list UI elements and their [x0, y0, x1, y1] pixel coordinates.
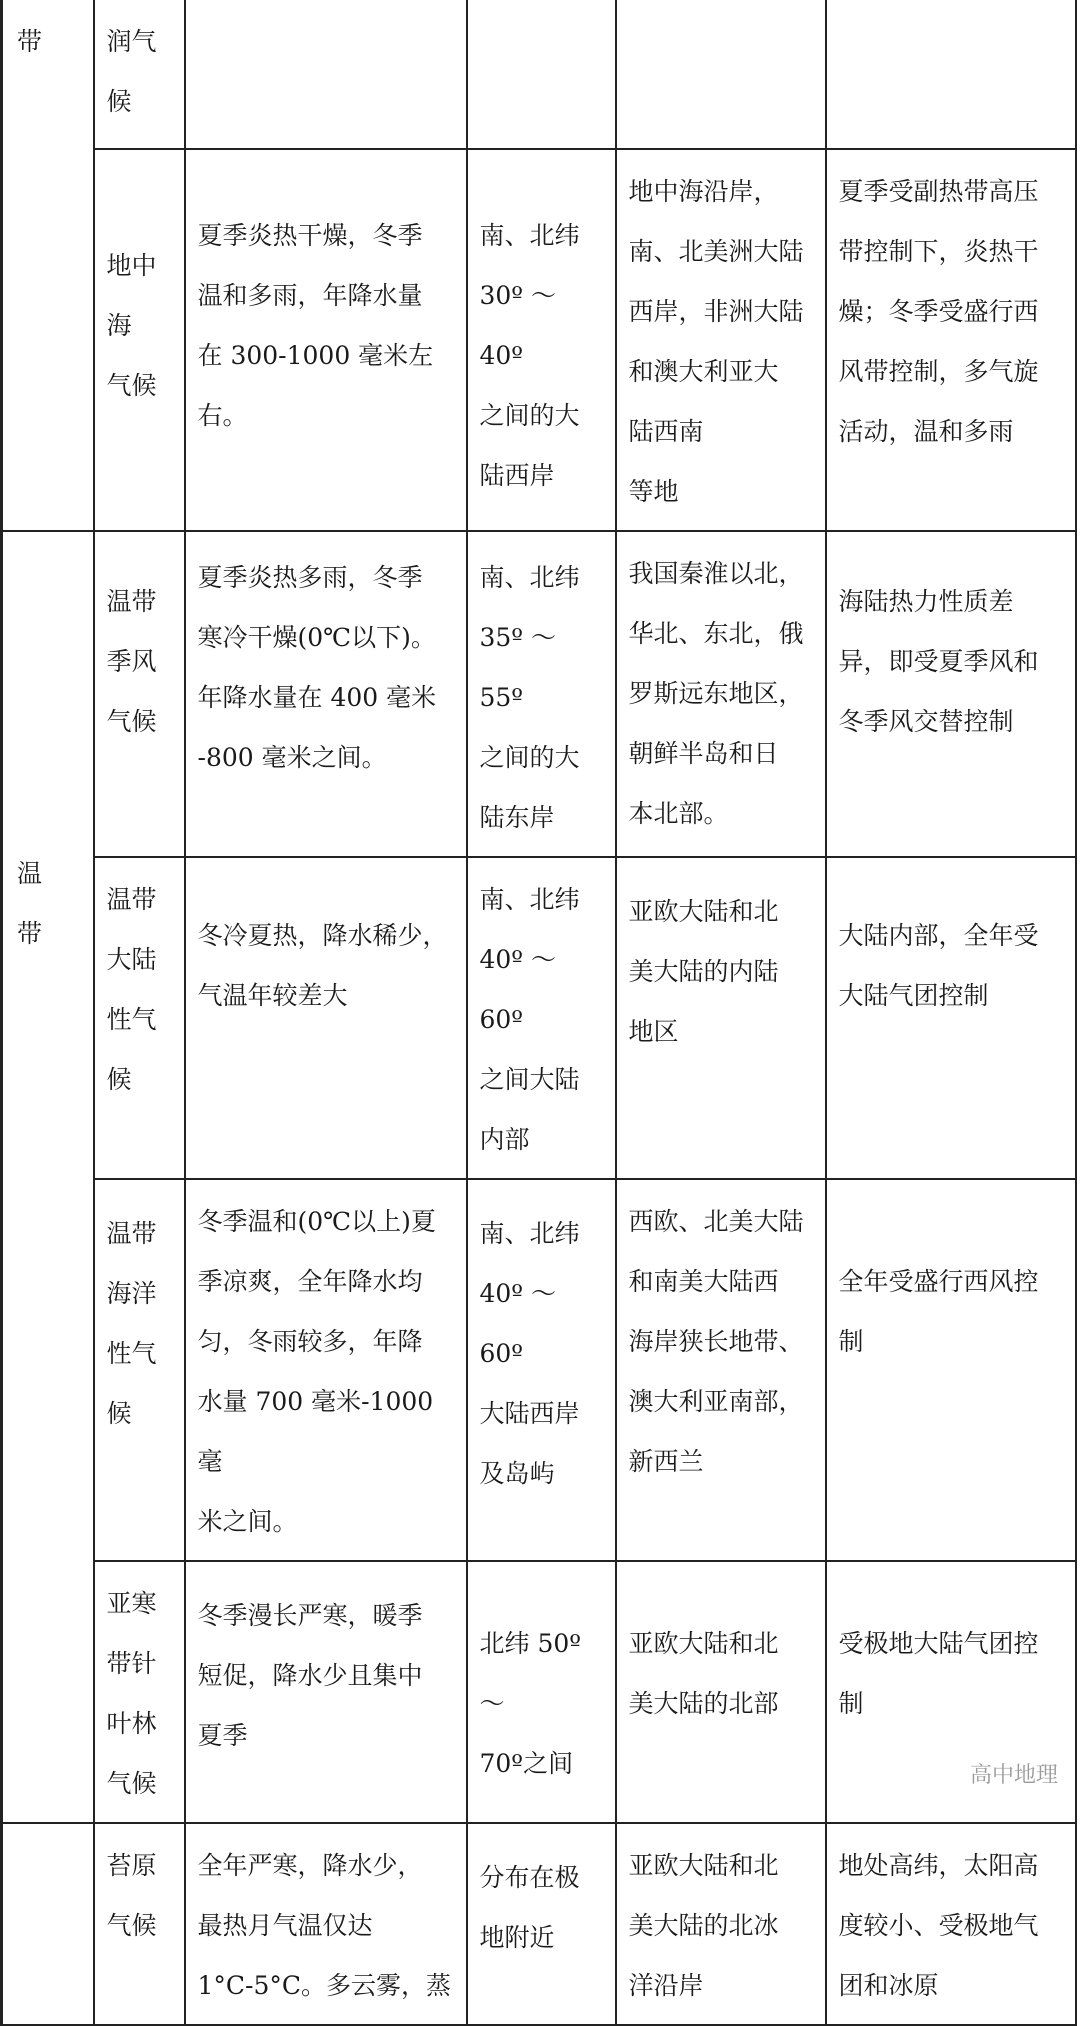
climate-name-cell: 润气 候: [94, 0, 185, 149]
distribution-cell: 分布在极 地附近: [467, 1823, 616, 2025]
climate-name-cell: 温带 季风 气候: [94, 531, 185, 857]
zone-cell-tropical: [2, 0, 94, 531]
distribution-cell: [467, 0, 616, 149]
causes-cell: 夏季受副热带高压 带控制下，炎热干 燥；冬季受盛行西 风带控制，多气旋 活动，温和多雨: [826, 149, 1076, 531]
climate-name-cell: 亚寒 带针 叶林 气候: [94, 1561, 185, 1823]
climate-name-cell: 温带 海洋 性气 候: [94, 1179, 185, 1561]
features-cell: 夏季炎热多雨，冬季 寒冷干燥(0℃以下)。 年降水量在 400 毫米 -800 毫米之间。: [185, 531, 467, 857]
distribution-cell: 南、北纬 40º ～ 60º 之间大陆 内部: [467, 857, 616, 1179]
distribution-cell: 北纬 50º～ 70º之间: [467, 1561, 616, 1823]
table-row: [2, 149, 1076, 531]
climate-name-cell: 地中 海 气候: [94, 149, 185, 531]
zone-cell-temperate: [2, 531, 94, 1823]
features-cell: 夏季炎热干燥，冬季 温和多雨，年降水量 在 300-1000 毫米左 右。: [185, 149, 467, 531]
zone-label: [3, 1824, 93, 1848]
table-row: [2, 1561, 1076, 1823]
causes-cell: 受极地大陆气团控 制: [826, 1561, 1076, 1823]
climate-name-cell: 温带 大陆 性气 候: [94, 857, 185, 1179]
table-row: [2, 531, 1076, 857]
regions-cell: 地中海沿岸， 南、北美洲大陆 西岸，非洲大陆 和澳大利亚大 陆西南 等地: [616, 149, 826, 531]
causes-cell: 全年受盛行西风控 制: [826, 1179, 1076, 1561]
table-row: [2, 0, 1076, 149]
table-row: [2, 857, 1076, 1179]
features-cell: 冬季漫长严寒，暖季 短促，降水少且集中 夏季: [185, 1561, 467, 1823]
regions-cell: 亚欧大陆和北 美大陆的内陆 地区: [616, 857, 826, 1179]
regions-cell: [616, 0, 826, 149]
distribution-cell: 南、北纬 30º ～ 40º 之间的大 陆西岸: [467, 149, 616, 531]
zone-label: 带: [17, 27, 43, 56]
features-cell: 冬季温和(0℃以上)夏 季凉爽，全年降水均 匀，冬雨较多，年降 水量 700 毫米-1000 毫 米之间。: [185, 1179, 467, 1561]
causes-cell: 海陆热力性质差 异，即受夏季风和 冬季风交替控制: [826, 531, 1076, 857]
regions-cell: 亚欧大陆和北 美大陆的北冰 洋沿岸: [616, 1823, 826, 2025]
zone-cell-frigid: [2, 1823, 94, 2025]
features-cell: [185, 0, 467, 149]
watermark-text: 高中地理: [969, 1763, 1058, 1788]
regions-cell: 西欧、北美大陆 和南美大陆西 海岸狭长地带、 澳大利亚南部， 新西兰: [616, 1179, 826, 1561]
features-cell: 全年严寒，降水少， 最热月气温仅达 1°C-5°C。多云雾，蒸: [185, 1823, 467, 2025]
causes-cell: 大陆内部，全年受 大陆气团控制: [826, 857, 1076, 1179]
table-row: [2, 1823, 1076, 2025]
zone-label: 温 带: [17, 859, 43, 948]
climate-name-cell: 苔原 气候: [94, 1823, 185, 2025]
distribution-cell: 南、北纬 35º ～ 55º 之间的大 陆东岸: [467, 531, 616, 857]
distribution-cell: 南、北纬 40º ～ 60º 大陆西岸 及岛屿: [467, 1179, 616, 1561]
regions-cell: 亚欧大陆和北 美大陆的北部: [616, 1561, 826, 1823]
features-cell: 冬冷夏热，降水稀少， 气温年较差大: [185, 857, 467, 1179]
causes-cell: 地处高纬，太阳高 度较小、受极地气 团和冰原: [826, 1823, 1076, 2025]
regions-cell: 我国秦淮以北， 华北、东北，俄 罗斯远东地区， 朝鲜半岛和日 本北部。: [616, 531, 826, 857]
table-row: [2, 1179, 1076, 1561]
causes-cell: [826, 0, 1076, 149]
